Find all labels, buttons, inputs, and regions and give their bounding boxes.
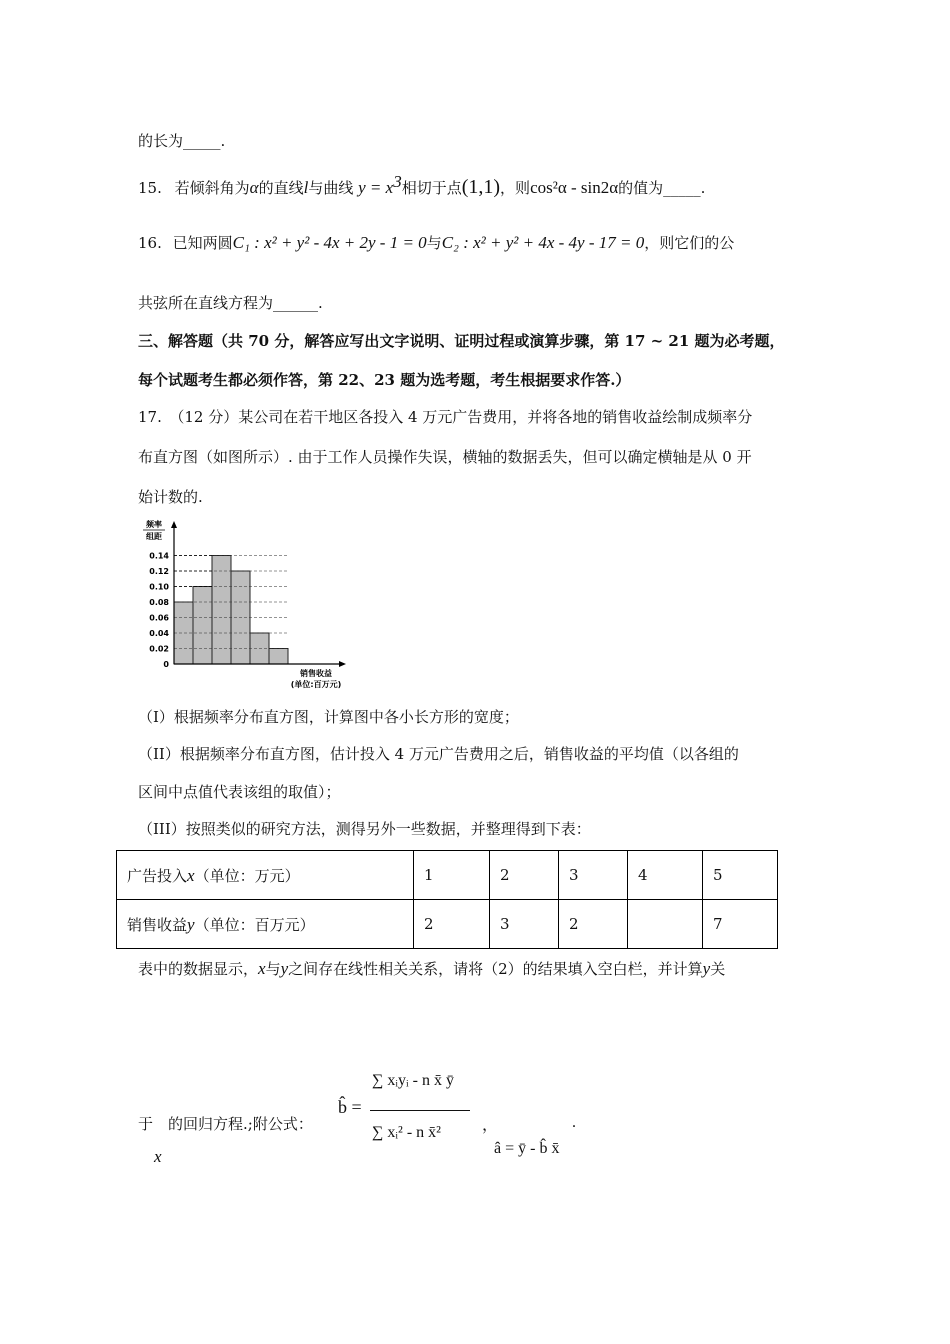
y-tick-label: 0.14 — [149, 551, 169, 561]
after-x: x — [258, 959, 266, 978]
q17-line3: 始计数的. — [138, 488, 203, 506]
q17-part2-line1: （II）根据频率分布直方图，估计投入 4 万元广告费用之后，销售收益的平均值（以各组的 — [138, 745, 739, 763]
q16-text-a: 已知两圆 — [172, 234, 233, 252]
row-label: 广告投入 — [127, 866, 188, 885]
data-table — [116, 850, 778, 949]
table-row — [117, 851, 778, 900]
table-cell: 1 — [414, 851, 490, 900]
table-cell: 7 — [703, 900, 778, 949]
q17-line1: 17. （12 分）某公司在若干地区各投入 4 万元广告费用，并将各地的销售收益绘制成频率分 — [138, 408, 753, 426]
formula-a-hat: â = ȳ - b̂ x̄ — [494, 1140, 560, 1157]
x-label-unit: (单位:百万元) — [290, 680, 342, 689]
question-16 — [138, 232, 734, 253]
q17-part1: （I）根据频率分布直方图，计算图中各小长方形的宽度； — [138, 708, 519, 726]
after-text-c: 之间存在线性相关关系，请将（2）的结果填入空白栏，并计算 — [288, 960, 703, 978]
table-cell: 2 — [414, 900, 490, 949]
q15-expression: cos²α - sin2α — [530, 178, 619, 197]
q15-text-d: 相切于点 — [401, 179, 462, 197]
q16-circle-1: C₁ : x² + y² - 4x + 2y - 1 = 0 — [232, 233, 427, 252]
y-tick-label: 0.12 — [149, 567, 169, 576]
q17-part2-line2: 区间中点值代表该组的取值）； — [138, 783, 341, 801]
q16-text-b: 与 — [426, 234, 442, 252]
row-label: 销售收益 — [127, 915, 188, 934]
q15-number: 15. — [138, 179, 162, 197]
prev-question-tail: 的长为_____. — [138, 132, 226, 150]
row-variable: x — [187, 865, 195, 885]
y-tick-label: 0 — [163, 660, 169, 669]
after-y: y — [280, 959, 289, 978]
table-row — [117, 900, 778, 949]
table-cell — [628, 900, 703, 949]
section-3-heading-line1: 三、解答题（共 70 分，解答应写出文字说明、证明过程或演算步骤，第 17 ~ 21 题为必考题， — [138, 332, 785, 350]
y-label-top: 频率 — [146, 520, 162, 529]
fraction-bar — [370, 1110, 470, 1111]
regression-x: x — [154, 1147, 162, 1166]
formula-b-hat: b̂ = — [338, 1097, 362, 1117]
formula-period: . — [572, 1114, 576, 1131]
q15-text-c: 与曲线 — [308, 179, 354, 197]
x-label: 销售收益 — [300, 669, 332, 678]
q15-text-f: 的值为_____. — [618, 179, 706, 197]
histogram-bar — [212, 556, 231, 665]
after-text-d: 关 — [710, 960, 726, 978]
after-text-a: 表中的数据显示， — [138, 960, 259, 978]
q15-l: l — [303, 178, 309, 197]
histogram-bar — [193, 587, 212, 665]
section-3-heading-line2: 每个试题考生都必须作答，第 22、23 题为选考题，考生根据要求作答.） — [138, 371, 631, 389]
regression-text: 于 的回归方程.;附公式： — [138, 1115, 313, 1133]
after-y2: y — [702, 959, 711, 978]
y-tick-label: 0.08 — [149, 598, 169, 607]
formula-comma: ， — [482, 1117, 499, 1134]
histogram-bar — [269, 649, 288, 665]
table-row-header — [117, 851, 414, 900]
q17-line2: 布直方图（如图所示）. 由于工作人员操作失误，横轴的数据丢失，但可以确定横轴是从 0 开 — [138, 448, 752, 466]
after-text-b: 与 — [265, 960, 281, 978]
row-variable: y — [187, 914, 195, 934]
y-tick-label: 0.02 — [149, 644, 169, 654]
question-15 — [138, 172, 705, 199]
q15-text-e: ，则 — [500, 179, 531, 197]
y-axis-arrow — [171, 521, 177, 528]
q16-text-c: ，则它们的公 — [644, 234, 735, 252]
q15-text-b: 的直线 — [258, 179, 304, 197]
row-unit: （单位：万元） — [194, 866, 300, 885]
q15-exponent: 3 — [393, 172, 402, 191]
y-label-bottom: 组距 — [146, 532, 162, 541]
q15-text-a: 若倾斜角为 — [174, 179, 250, 197]
table-cell: 2 — [559, 900, 628, 949]
frequency-histogram — [138, 518, 388, 696]
table-cell: 3 — [559, 851, 628, 900]
q16-number: 16. — [138, 234, 162, 252]
q15-alpha: α — [249, 178, 259, 197]
q16-continuation: 共弦所在直线方程为______. — [138, 294, 323, 312]
q15-curve: y = x — [358, 178, 394, 197]
table-cell: 2 — [490, 851, 559, 900]
table-cell: 3 — [490, 900, 559, 949]
q17-part3: （III）按照类似的研究方法，测得另外一些数据，并整理得到下表： — [138, 820, 591, 838]
formula-numerator: ∑ xᵢyᵢ - n x̄ ȳ — [372, 1072, 454, 1089]
formula-denominator: ∑ xᵢ² - n x̄² — [372, 1124, 441, 1141]
table-row-header — [117, 900, 414, 949]
y-tick-label: 0.10 — [149, 582, 169, 592]
table-cell: 4 — [628, 851, 703, 900]
y-tick-label: 0.04 — [149, 629, 169, 638]
table-cell: 5 — [703, 851, 778, 900]
after-table-text — [138, 958, 725, 979]
q16-circle-2: C₂ : x² + y² + 4x - 4y - 17 = 0 — [441, 233, 645, 252]
y-tick-label: 0.06 — [149, 613, 169, 623]
row-unit: （单位：百万元） — [194, 915, 315, 934]
x-axis-arrow — [339, 661, 346, 667]
q15-point: (1,1) — [461, 176, 501, 198]
